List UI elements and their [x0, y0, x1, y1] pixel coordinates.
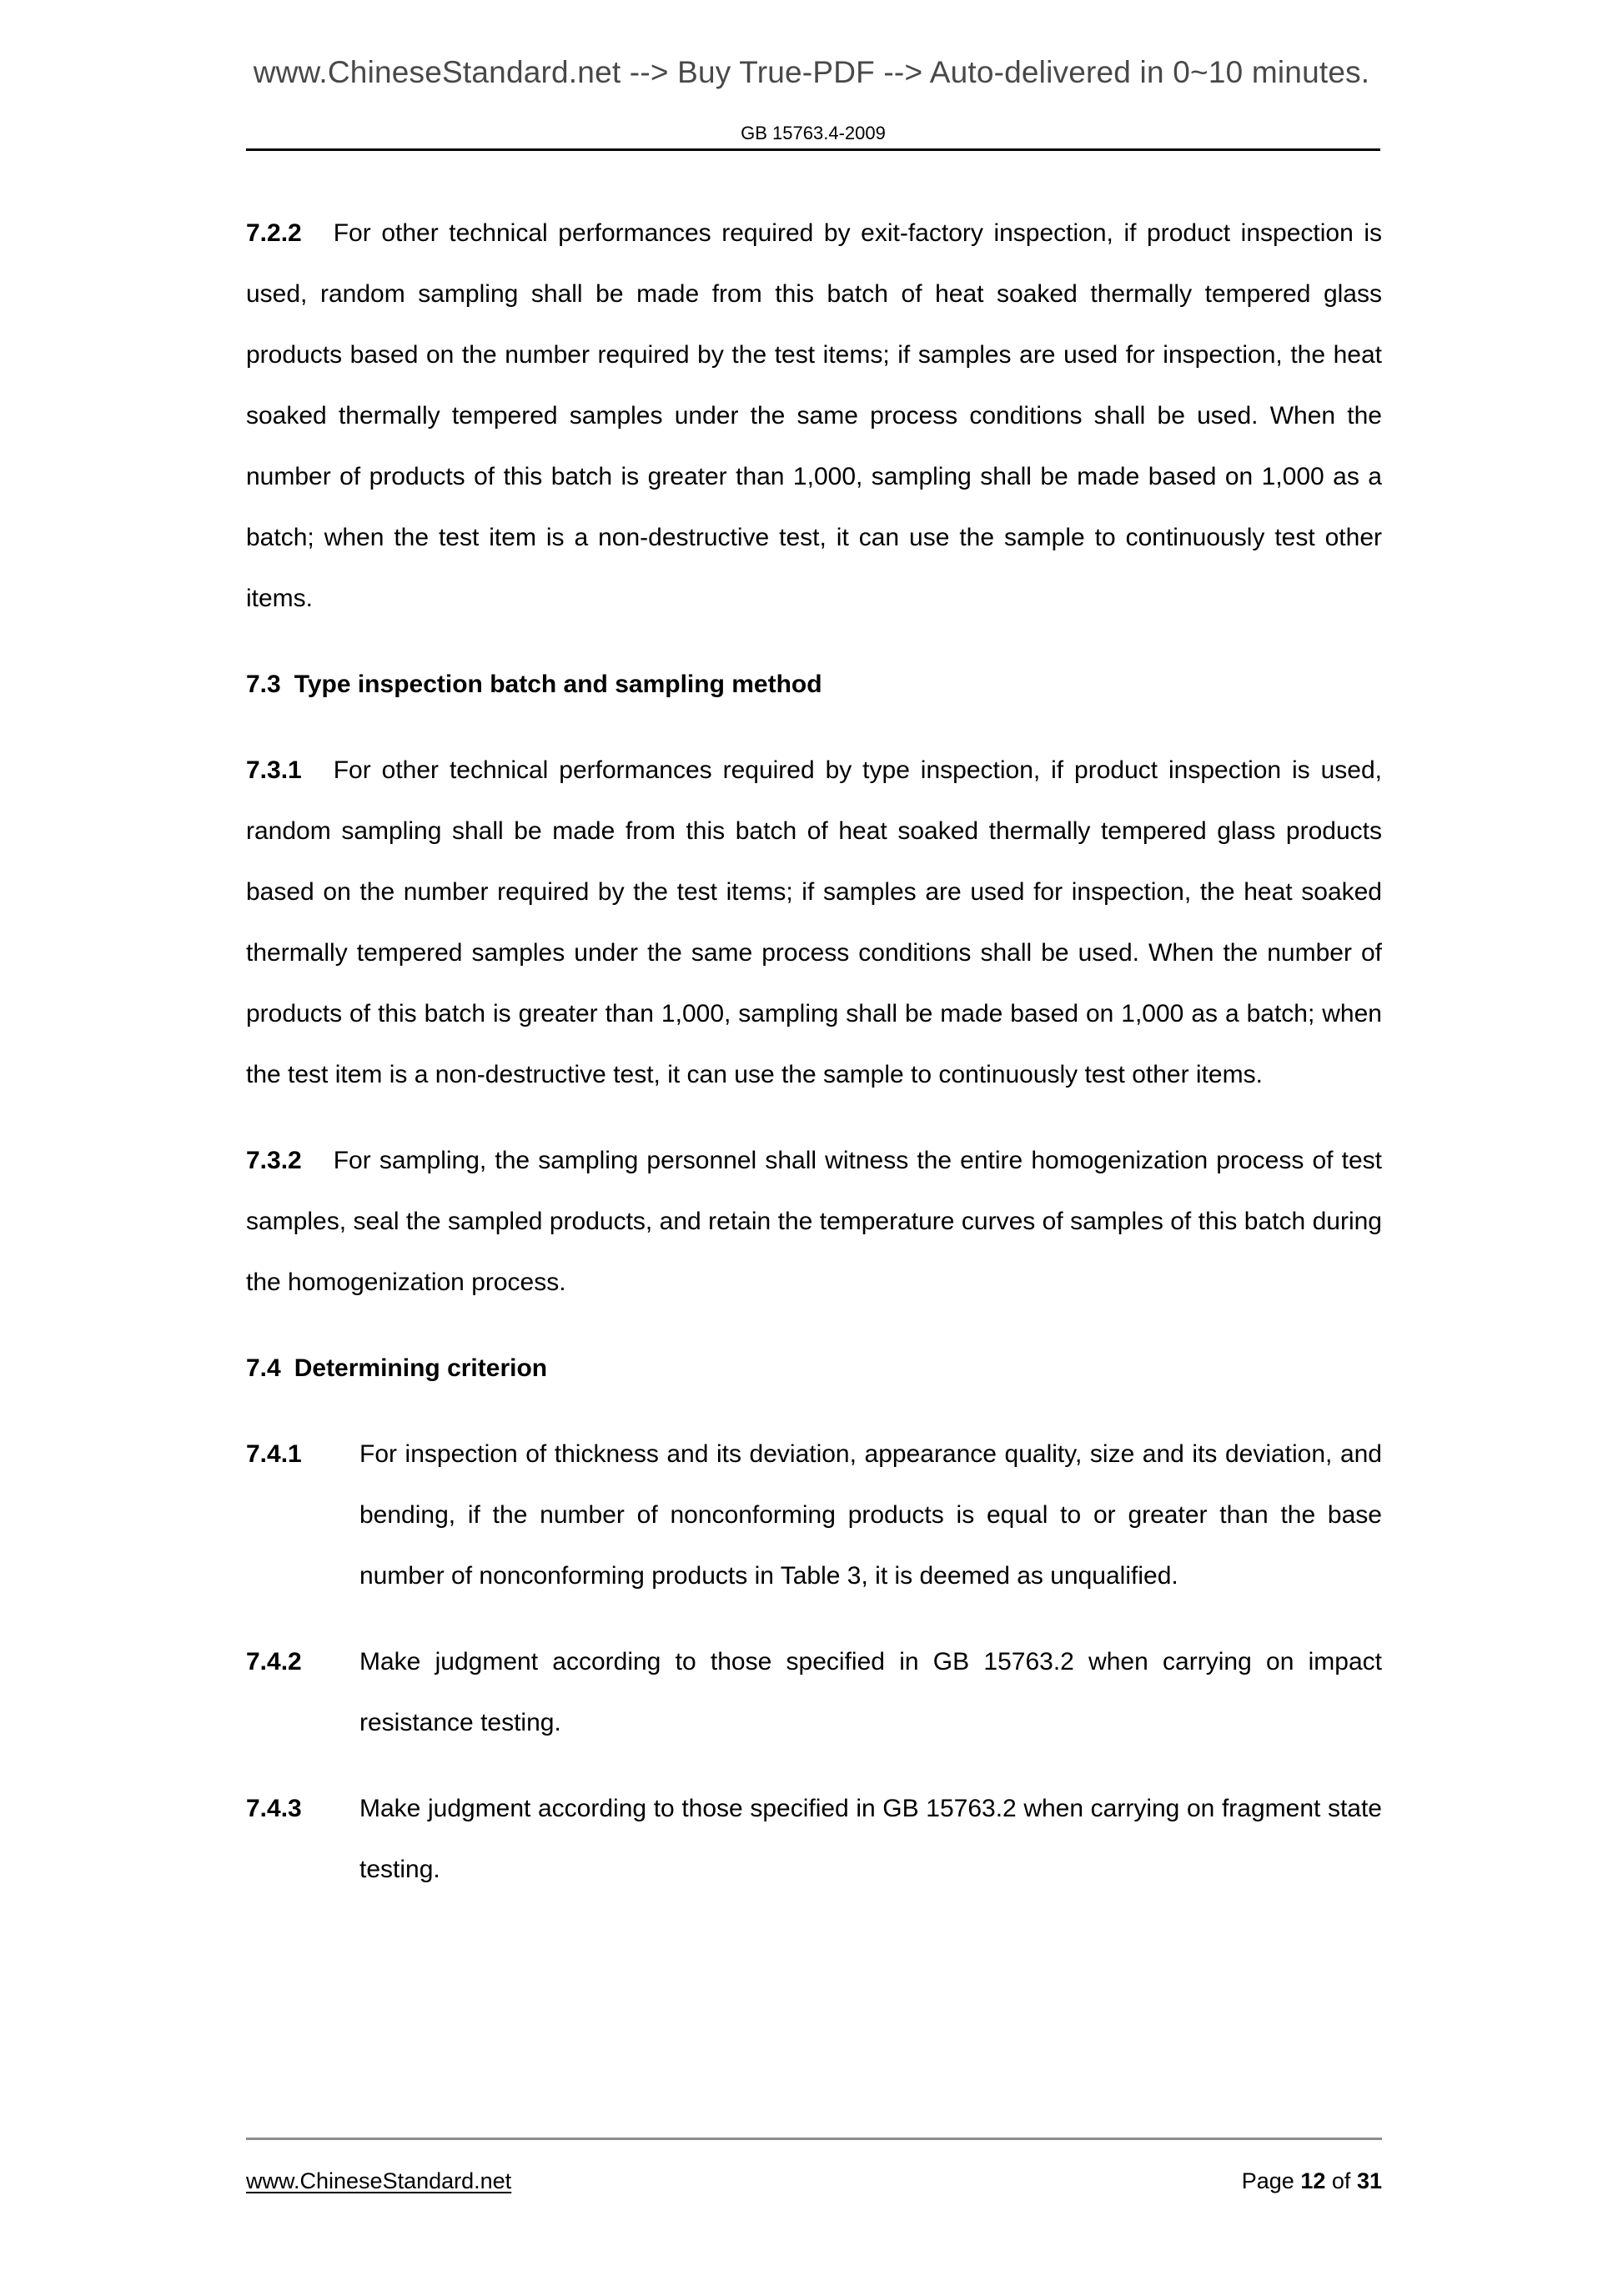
spacer — [246, 1753, 1382, 1778]
heading-7-3 — [246, 654, 1382, 715]
clause-text-7-4-1: For inspection of thickness and its deviation, appearance quality, size and its deviation, and bending, if the number of nonconforming products is equal to or greater than the base number of nonconforming products in Table 3, it is deemed as unqualified. — [359, 1440, 1382, 1590]
clause-number-7-4-1: 7.4.1 — [246, 1440, 302, 1468]
footer-site-link[interactable]: www.ChineseStandard.net — [246, 2168, 512, 2193]
clause-number-7-3-2: 7.3.2 — [246, 1147, 302, 1174]
clause-number-7-4-2: 7.4.2 — [246, 1648, 302, 1676]
list-item-7-4-2 — [246, 1631, 1382, 1753]
spacer — [246, 629, 1382, 654]
document-body — [246, 203, 1382, 1900]
promo-watermark-text: www.ChineseStandard.net --> Buy True-PDF --> Auto-delivered in 0~10 minutes. — [253, 55, 1370, 89]
spacer — [246, 1399, 1382, 1424]
clause-text-7-4-3: Make judgment according to those specified in GB 15763.2 when carrying on fragment state testing. — [359, 1795, 1382, 1883]
footer-rule — [246, 2138, 1382, 2140]
clause-number-7-4-3: 7.4.3 — [246, 1795, 302, 1822]
clause-text-7-2-2: For other technical performances required by exit-factory inspection, if product inspection is used, random sampling shall be made from this batch of heat soaked thermally tempered glass products based on the number required by the test items; if samples are used for inspection, the heat soaked thermally tempered samples under the same process conditions shall be used. When the number of products of this batch is greater than 1,000, sampling shall be made based on 1,000 as a batch; when the test item is a non-destructive test, it can use the sample to continuously test other items. — [246, 219, 1382, 612]
paragraph-7-2-2 — [246, 203, 1382, 629]
spacer — [246, 1105, 1382, 1130]
heading-number-7-4: 7.4 — [246, 1354, 281, 1382]
running-header — [246, 123, 1380, 151]
spacer — [246, 1606, 1382, 1631]
spacer — [246, 1313, 1382, 1338]
list-item-7-4-3 — [246, 1778, 1382, 1900]
heading-7-4 — [246, 1338, 1382, 1399]
clause-number-7-3-1: 7.3.1 — [246, 756, 302, 784]
list-item-7-4-1 — [246, 1424, 1382, 1606]
heading-title-7-4: Determining criterion — [294, 1354, 548, 1382]
clause-text-7-3-1: For other technical performances required by type inspection, if product inspection is used, random sampling shall be made from this batch of heat soaked thermally tempered glass products based on the number required by the test items; if samples are used for inspection, the heat soaked thermally tempered samples under the same process conditions shall be used. When the number of products of this batch is greater than 1,000, sampling shall be made based on 1,000 as a batch; when the test item is a non-destructive test, it can use the sample to continuously test other items. — [246, 756, 1382, 1088]
page-total: 31 — [1356, 2168, 1382, 2193]
page-of-label: of — [1331, 2168, 1351, 2193]
paragraph-7-3-2 — [246, 1130, 1382, 1313]
spacer — [246, 715, 1382, 740]
clause-text-7-3-2: For sampling, the sampling personnel shall witness the entire homogenization process of test samples, seal the sampled products, and retain the temperature curves of samples of this batch during the homogenization process. — [246, 1147, 1382, 1296]
page-current: 12 — [1300, 2168, 1326, 2193]
page-label: Page — [1241, 2168, 1294, 2193]
paragraph-7-3-1 — [246, 740, 1382, 1105]
page-number-indicator — [1242, 2168, 1382, 2194]
clause-number-7-2-2: 7.2.2 — [246, 219, 302, 247]
heading-title-7-3: Type inspection batch and sampling method — [294, 671, 822, 698]
running-footer — [246, 2138, 1382, 2194]
header-rule — [246, 148, 1380, 151]
footer-row — [246, 2168, 1382, 2194]
heading-number-7-3: 7.3 — [246, 671, 281, 698]
standard-number: GB 15763.4-2009 — [741, 123, 886, 143]
clause-text-7-4-2: Make judgment according to those specified in GB 15763.2 when carrying on impact resistance testing. — [359, 1648, 1382, 1736]
